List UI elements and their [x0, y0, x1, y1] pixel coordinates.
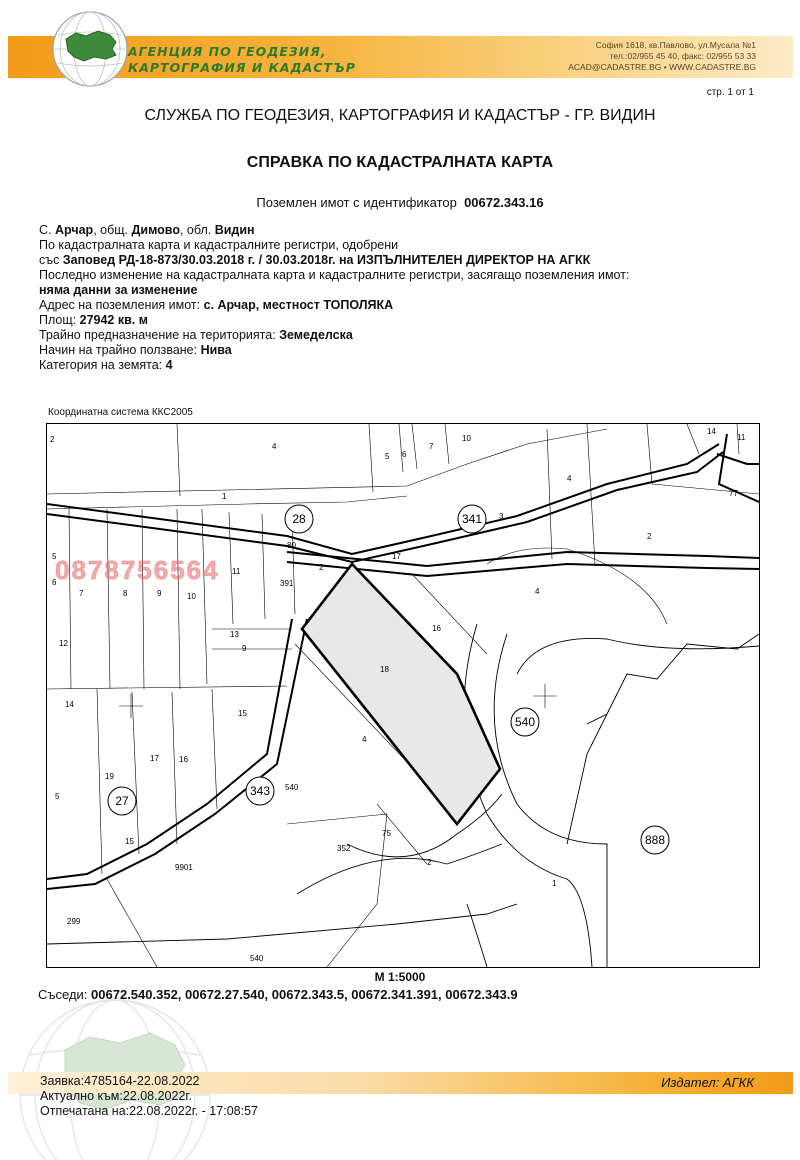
- parcel-number: 6: [402, 450, 407, 459]
- parcel-number: 77: [729, 489, 738, 498]
- map-scale: М 1:5000: [374, 970, 426, 984]
- order-value: Заповед РД-18-873/30.03.2018 г. / 30.03.2018г. на ИЗПЪЛНИТЕЛЕН ДИРЕКТОР НА АГКК: [62, 253, 591, 267]
- parcel-number: 19: [105, 772, 114, 781]
- parcel-number: 15: [125, 837, 134, 846]
- usage-line: [39, 343, 629, 358]
- service-title: СЛУЖБА ПО ГЕОДЕЗИЯ, КАРТОГРАФИЯ И КАДАСТЪР - ГР. ВИДИН: [144, 107, 656, 124]
- parcel-number: 540: [250, 954, 264, 963]
- parcel-number: 4: [567, 474, 572, 483]
- block-number: 343: [249, 784, 271, 798]
- parcel-number: 5: [55, 792, 60, 801]
- usage-label: Начин на трайно ползване:: [39, 343, 198, 357]
- agency-phone: тел.:02/955 45 40, факс: 02/955 53 33: [609, 51, 756, 61]
- parcel-number: 7: [79, 589, 84, 598]
- neighbors-label: Съседи:: [38, 987, 88, 1002]
- order-line: [39, 253, 629, 268]
- block-number: 888: [644, 833, 666, 847]
- parcel-number: 352: [337, 844, 351, 853]
- coordinate-system-label: Координатна система ККС2005: [48, 407, 193, 418]
- village-prefix: С.: [39, 223, 52, 237]
- cadastral-map: [46, 423, 760, 968]
- parcel-number: 4: [272, 442, 277, 451]
- parcel-number: 15: [238, 709, 247, 718]
- location-line: [39, 223, 629, 238]
- parcel-number: 2: [50, 435, 55, 444]
- area-value: 27942 кв. м: [79, 313, 148, 327]
- parcel-number: 1: [222, 492, 227, 501]
- parcel-number: 17: [150, 754, 159, 763]
- purpose-label: Трайно предназначение на територията:: [39, 328, 276, 342]
- parcel-number: 11: [737, 433, 746, 442]
- parcel-number: 2: [427, 858, 432, 867]
- property-identifier: [0, 195, 800, 210]
- agency-name-line1: АГЕНЦИЯ ПО ГЕОДЕЗИЯ,: [128, 44, 327, 59]
- parcel-number: 14: [65, 700, 74, 709]
- agency-name-line2: КАРТОГРАФИЯ И КАДАСТЪР: [128, 60, 356, 75]
- last-change-value: няма данни за изменение: [39, 283, 198, 297]
- identifier-label: Поземлен имот с идентификатор: [256, 195, 457, 210]
- request-number: Заявка:4785164-22.08.2022: [40, 1074, 200, 1088]
- parcel-number: 12: [59, 639, 68, 648]
- approved-line: По кадастралната карта и кадастралните регистри, одобрени: [39, 238, 399, 252]
- parcel-number: 391: [280, 579, 294, 588]
- area-label: Площ:: [39, 313, 77, 327]
- parcel-number: 16: [179, 755, 188, 764]
- parcel-number: 11: [232, 567, 241, 576]
- parcel-number: 2: [319, 563, 324, 572]
- current-date: Актуално към:22.08.2022г.: [40, 1089, 192, 1103]
- parcel-number: 10: [187, 592, 196, 601]
- parcel-number: 9: [157, 589, 162, 598]
- order-prefix: със: [39, 253, 60, 267]
- footer-info: [40, 1074, 258, 1119]
- agency-address: София 1618, кв.Павлово, ул.Мусала №1: [595, 40, 756, 50]
- parcel-number: 10: [462, 434, 471, 443]
- block-number: 341: [461, 512, 483, 526]
- parcel-number: 8: [123, 589, 128, 598]
- purpose-line: [39, 328, 629, 343]
- category-value: 4: [165, 358, 173, 372]
- parcel-number: 80: [287, 541, 296, 550]
- parcel-number: 16: [432, 624, 441, 633]
- category-line: [39, 358, 629, 373]
- parcel-number: 540: [285, 783, 299, 792]
- block-number: 540: [514, 715, 536, 729]
- page-number: стр. 1 от 1: [706, 87, 754, 98]
- parcel-number: 4: [535, 587, 540, 596]
- parcel-number: 9: [242, 644, 247, 653]
- parcel-number: 18: [380, 665, 389, 674]
- parcel-number: 3: [499, 512, 504, 521]
- municipality-prefix: , общ.: [93, 223, 129, 237]
- parcel-number: 17: [392, 552, 401, 561]
- area-line: [39, 313, 629, 328]
- printed-date: Отпечатана на:22.08.2022г. - 17:08:57: [40, 1104, 258, 1118]
- region-value: Видин: [214, 223, 255, 237]
- parcel-number: 299: [67, 917, 81, 926]
- block-number: 28: [292, 512, 306, 526]
- address-value: с. Арчар, местност ТОПОЛЯКА: [203, 298, 394, 312]
- region-prefix: , обл.: [179, 223, 212, 237]
- agency-contact: [568, 40, 756, 73]
- purpose-value: Земеделска: [279, 328, 353, 342]
- parcel-number: 5: [385, 452, 390, 461]
- parcel-number: 9901: [175, 863, 193, 872]
- address-line: [39, 298, 629, 313]
- issuer: Издател: АГКК: [661, 1075, 754, 1090]
- category-label: Категория на земята:: [39, 358, 163, 372]
- property-details: [39, 223, 629, 373]
- identifier-value: 00672.343.16: [464, 195, 544, 210]
- parcel-number: 5: [52, 552, 57, 561]
- document-title: СПРАВКА ПО КАДАСТРАЛНАТА КАРТА: [246, 154, 554, 171]
- last-change-label: Последно изменение на кадастралната карта и кадастралните регистри, засягащо поземления имот:: [39, 268, 630, 282]
- block-number: 27: [115, 794, 129, 808]
- usage-value: Нива: [200, 343, 232, 357]
- parcel-number: 14: [707, 427, 716, 436]
- parcel-number: 2: [647, 532, 652, 541]
- municipality-value: Димово: [131, 223, 180, 237]
- parcel-number: 6: [52, 578, 57, 587]
- parcel-number: 1: [552, 879, 557, 888]
- neighbors-value: 00672.540.352, 00672.27.540, 00672.343.5, 00672.341.391, 00672.343.9: [91, 987, 518, 1002]
- agency-web: ACAD@CADASTRE.BG • WWW.CADASTRE.BG: [568, 62, 756, 72]
- parcel-number: 75: [382, 829, 391, 838]
- parcel-number: 4: [362, 735, 367, 744]
- parcel-number: 7: [429, 442, 434, 451]
- watermark-phone: 0878756564: [55, 555, 220, 585]
- agency-logo-icon: [50, 9, 130, 89]
- agency-name: [128, 44, 356, 76]
- address-label: Адрес на поземления имот:: [39, 298, 201, 312]
- village-value: Арчар: [54, 223, 94, 237]
- target-parcel: [302, 564, 500, 824]
- parcel-number: 13: [230, 630, 239, 639]
